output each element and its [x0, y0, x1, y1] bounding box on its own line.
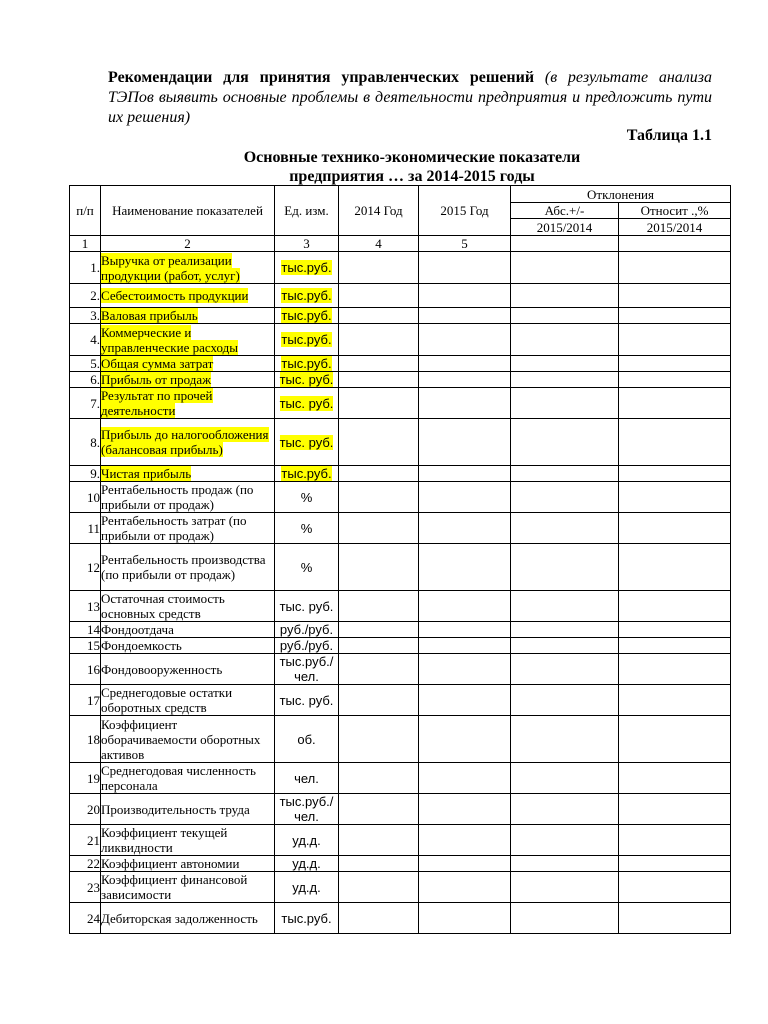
value-2015-cell[interactable] [419, 825, 511, 856]
indicator-name-text: Выручка от реализации продукции (работ, услуг) [101, 252, 240, 283]
indicator-name [101, 794, 275, 825]
value-2014-cell[interactable] [339, 324, 419, 356]
row-number: 6. [70, 372, 101, 388]
indicator-name [101, 284, 275, 308]
indicator-unit [275, 544, 339, 591]
table-row [70, 903, 731, 934]
indicator-name [101, 654, 275, 685]
value-2015-cell[interactable] [419, 466, 511, 482]
table-row [70, 252, 731, 284]
indicator-name [101, 591, 275, 622]
intro-italic-text: (в результате анализа ТЭПов выявить основные проблемы в деятельности предприятия и предложить пути их решения) [108, 69, 713, 126]
table-row [70, 622, 731, 638]
empty-cell [619, 236, 731, 252]
header-abs-period: 2015/2014 [511, 219, 619, 236]
indicator-unit-text: тыс.руб. [281, 308, 332, 323]
indicator-name-text: Коэффициент автономии [101, 856, 240, 871]
indicator-name [101, 419, 275, 466]
rel-deviation-cell[interactable] [619, 324, 731, 356]
indicator-name-text: Общая сумма затрат [101, 356, 214, 371]
header-2015: 2015 Год [419, 186, 511, 236]
indicator-name-text: Дебиторская задолженность [101, 910, 258, 926]
rel-deviation-cell[interactable] [619, 419, 731, 466]
abs-deviation-cell[interactable] [511, 324, 619, 356]
table-row [70, 324, 731, 356]
value-2014-cell[interactable] [339, 388, 419, 419]
table-row [70, 872, 731, 903]
indicator-name-text: Остаточная стоимость основных средств [101, 591, 225, 621]
row-number: 17 [70, 685, 101, 716]
row-number: 1. [70, 252, 101, 284]
indicator-unit [275, 856, 339, 872]
indicator-unit [275, 252, 339, 284]
indicators-table [69, 185, 731, 934]
indicator-unit [275, 356, 339, 372]
rel-deviation-cell[interactable] [619, 685, 731, 716]
indicator-unit [275, 794, 339, 825]
value-2015-cell[interactable] [419, 252, 511, 284]
rel-deviation-cell[interactable] [619, 856, 731, 872]
indicator-unit-text: тыс.руб. [281, 332, 332, 347]
rel-deviation-cell[interactable] [619, 638, 731, 654]
row-number: 12 [70, 544, 101, 591]
table-row [70, 638, 731, 654]
col-number: 3 [275, 236, 339, 252]
abs-deviation-cell[interactable] [511, 513, 619, 544]
row-number: 14 [70, 622, 101, 638]
row-number: 16 [70, 654, 101, 685]
rel-deviation-cell[interactable] [619, 513, 731, 544]
header-unit: Ед. изм. [275, 186, 339, 236]
indicator-unit [275, 622, 339, 638]
value-2014-cell[interactable] [339, 252, 419, 284]
row-number: 3. [70, 308, 101, 324]
abs-deviation-cell[interactable] [511, 388, 619, 419]
col-number: 1 [70, 236, 101, 252]
indicator-unit-text: тыс. руб. [279, 598, 334, 614]
value-2015-cell[interactable] [419, 324, 511, 356]
col-number: 4 [339, 236, 419, 252]
value-2014-cell[interactable] [339, 284, 419, 308]
table-row [70, 466, 731, 482]
indicator-name-text: Рентабельность продаж (по прибыли от продаж) [101, 482, 254, 512]
rel-deviation-cell[interactable] [619, 763, 731, 794]
value-2015-cell[interactable] [419, 716, 511, 763]
indicator-name [101, 716, 275, 763]
rel-deviation-cell[interactable] [619, 252, 731, 284]
abs-deviation-cell[interactable] [511, 622, 619, 638]
column-numbers-row [70, 236, 731, 252]
value-2014-cell[interactable] [339, 638, 419, 654]
rel-deviation-cell[interactable] [619, 654, 731, 685]
value-2014-cell[interactable] [339, 825, 419, 856]
indicator-name [101, 638, 275, 654]
indicator-name-text: Производительность труда [101, 801, 250, 817]
abs-deviation-cell[interactable] [511, 794, 619, 825]
indicator-unit-text: тыс.руб. [281, 466, 332, 481]
value-2014-cell[interactable] [339, 716, 419, 763]
value-2015-cell[interactable] [419, 872, 511, 903]
indicator-unit-text: % [300, 559, 313, 575]
value-2014-cell[interactable] [339, 856, 419, 872]
value-2015-cell[interactable] [419, 284, 511, 308]
row-number: 8. [70, 419, 101, 466]
abs-deviation-cell[interactable] [511, 654, 619, 685]
value-2015-cell[interactable] [419, 856, 511, 872]
col-number: 5 [419, 236, 511, 252]
rel-deviation-cell[interactable] [619, 482, 731, 513]
row-number: 24 [70, 903, 101, 934]
indicator-name-text: Себестоимость продукции [101, 288, 249, 303]
rel-deviation-cell[interactable] [619, 544, 731, 591]
value-2015-cell[interactable] [419, 356, 511, 372]
indicator-name-text: Фондовооруженность [101, 661, 223, 677]
value-2014-cell[interactable] [339, 466, 419, 482]
indicator-name [101, 622, 275, 638]
indicator-unit [275, 324, 339, 356]
indicator-name [101, 903, 275, 934]
abs-deviation-cell[interactable] [511, 872, 619, 903]
header-2014: 2014 Год [339, 186, 419, 236]
value-2015-cell[interactable] [419, 372, 511, 388]
table-row [70, 308, 731, 324]
row-number: 7. [70, 388, 101, 419]
value-2015-cell[interactable] [419, 794, 511, 825]
table-row [70, 763, 731, 794]
indicator-name-text: Коэффициент текущей ликвидности [101, 825, 228, 855]
table-row [70, 794, 731, 825]
indicator-unit-text: руб./руб. [279, 622, 334, 637]
indicator-unit-text: тыс.руб. [281, 910, 332, 926]
intro-bold-text: Рекомендации для принятия управленческих решений [108, 69, 535, 86]
table-row [70, 544, 731, 591]
value-2014-cell[interactable] [339, 513, 419, 544]
value-2014-cell[interactable] [339, 654, 419, 685]
indicator-unit [275, 903, 339, 934]
value-2015-cell[interactable] [419, 903, 511, 934]
indicator-name [101, 372, 275, 388]
indicator-name-text: Рентабельность затрат (по прибыли от продаж) [101, 513, 247, 543]
header-name: Наименование показателей [101, 186, 275, 236]
row-number: 13 [70, 591, 101, 622]
indicator-name [101, 466, 275, 482]
indicator-name-text: Коэффициент финансовой зависимости [101, 872, 248, 902]
table-row [70, 716, 731, 763]
value-2015-cell[interactable] [419, 482, 511, 513]
rel-deviation-cell[interactable] [619, 372, 731, 388]
indicator-name [101, 825, 275, 856]
indicator-unit [275, 685, 339, 716]
row-number: 18 [70, 716, 101, 763]
abs-deviation-cell[interactable] [511, 419, 619, 466]
indicator-unit [275, 466, 339, 482]
indicator-name [101, 872, 275, 903]
row-number: 23 [70, 872, 101, 903]
value-2014-cell[interactable] [339, 308, 419, 324]
row-number: 19 [70, 763, 101, 794]
table-row [70, 513, 731, 544]
indicator-name-text: Среднегодовые остатки оборотных средств [101, 685, 233, 715]
table-row [70, 482, 731, 513]
row-number: 11 [70, 513, 101, 544]
abs-deviation-cell[interactable] [511, 544, 619, 591]
table-row [70, 825, 731, 856]
intro-paragraph [108, 68, 712, 128]
indicator-unit-text: тыс. руб. [279, 395, 334, 411]
indicator-unit-text: уд.д. [292, 832, 321, 848]
abs-deviation-cell[interactable] [511, 308, 619, 324]
indicator-unit-text: тыс. руб. [279, 372, 334, 387]
indicator-unit-text: тыс. руб. [279, 434, 334, 450]
abs-deviation-cell[interactable] [511, 685, 619, 716]
indicator-unit [275, 388, 339, 419]
indicator-unit-text: чел. [294, 770, 319, 786]
rel-deviation-cell[interactable] [619, 622, 731, 638]
col-number: 2 [101, 236, 275, 252]
value-2014-cell[interactable] [339, 763, 419, 794]
value-2015-cell[interactable] [419, 513, 511, 544]
indicator-name [101, 482, 275, 513]
value-2015-cell[interactable] [419, 638, 511, 654]
value-2015-cell[interactable] [419, 419, 511, 466]
value-2014-cell[interactable] [339, 622, 419, 638]
indicator-name-text: Коэффициент оборачиваемости оборотных активов [101, 716, 261, 762]
value-2014-cell[interactable] [339, 903, 419, 934]
indicator-unit [275, 763, 339, 794]
abs-deviation-cell[interactable] [511, 372, 619, 388]
indicator-name-text: Результат по прочей деятельности [101, 388, 213, 418]
abs-deviation-cell[interactable] [511, 466, 619, 482]
indicator-unit-text: тыс.руб./ чел. [279, 654, 334, 684]
value-2015-cell[interactable] [419, 591, 511, 622]
abs-deviation-cell[interactable] [511, 903, 619, 934]
value-2014-cell[interactable] [339, 419, 419, 466]
rel-deviation-cell[interactable] [619, 825, 731, 856]
table-number: Таблица 1.1 [626, 127, 712, 144]
indicator-name [101, 308, 275, 324]
indicator-unit-text: тыс.руб. [281, 356, 332, 371]
table-row [70, 856, 731, 872]
row-number: 5. [70, 356, 101, 372]
indicator-name-text: Рентабельность производства (по прибыли от продаж) [101, 552, 266, 582]
indicator-unit [275, 638, 339, 654]
header-rel: Относит .,% [619, 203, 731, 219]
value-2015-cell[interactable] [419, 544, 511, 591]
value-2015-cell[interactable] [419, 763, 511, 794]
indicator-name [101, 856, 275, 872]
indicator-unit [275, 284, 339, 308]
indicator-name-text: Чистая прибыль [101, 466, 192, 481]
indicator-name [101, 763, 275, 794]
indicator-unit-text: уд.д. [292, 879, 321, 895]
value-2015-cell[interactable] [419, 388, 511, 419]
row-number: 21 [70, 825, 101, 856]
table-row [70, 372, 731, 388]
indicator-name-text: Коммерческие и управленческие расходы [101, 324, 238, 355]
rel-deviation-cell[interactable] [619, 903, 731, 934]
value-2015-cell[interactable] [419, 622, 511, 638]
indicator-name-text: Среднегодовая численность персонала [101, 763, 256, 793]
indicator-name [101, 544, 275, 591]
abs-deviation-cell[interactable] [511, 856, 619, 872]
indicator-name [101, 324, 275, 356]
header-abs: Абс.+/- [511, 203, 619, 219]
indicator-unit [275, 872, 339, 903]
empty-cell [511, 236, 619, 252]
value-2014-cell[interactable] [339, 356, 419, 372]
indicator-name-text: Валовая прибыль [101, 308, 198, 323]
rel-deviation-cell[interactable] [619, 794, 731, 825]
indicator-unit-text: тыс. руб. [279, 692, 334, 708]
header-num: п/п [70, 186, 101, 236]
row-number: 22 [70, 856, 101, 872]
indicator-unit [275, 591, 339, 622]
value-2014-cell[interactable] [339, 685, 419, 716]
rel-deviation-cell[interactable] [619, 284, 731, 308]
indicator-unit-text: тыс.руб. [281, 260, 332, 275]
abs-deviation-cell[interactable] [511, 284, 619, 308]
indicator-unit [275, 482, 339, 513]
table-row [70, 685, 731, 716]
value-2015-cell[interactable] [419, 308, 511, 324]
indicator-unit-text: уд.д. [292, 856, 321, 871]
table-row [70, 284, 731, 308]
table-row [70, 419, 731, 466]
indicator-name [101, 356, 275, 372]
header-rel-period: 2015/2014 [619, 219, 731, 236]
value-2014-cell[interactable] [339, 872, 419, 903]
value-2014-cell[interactable] [339, 482, 419, 513]
value-2015-cell[interactable] [419, 685, 511, 716]
table-row [70, 356, 731, 372]
indicator-unit [275, 308, 339, 324]
indicator-unit-text: % [300, 489, 313, 505]
row-number: 15 [70, 638, 101, 654]
value-2014-cell[interactable] [339, 372, 419, 388]
abs-deviation-cell[interactable] [511, 591, 619, 622]
abs-deviation-cell[interactable] [511, 638, 619, 654]
rel-deviation-cell[interactable] [619, 591, 731, 622]
caption-line-2: предприятия … за 2014-2015 годы [289, 168, 535, 185]
row-number: 2. [70, 284, 101, 308]
row-number: 4. [70, 324, 101, 356]
indicator-name [101, 252, 275, 284]
indicator-unit-text: тыс.руб. [281, 288, 332, 303]
indicator-unit-text: руб./руб. [279, 638, 334, 653]
header-deviations: Отклонения [511, 186, 731, 203]
indicator-unit-text: об. [297, 731, 316, 747]
abs-deviation-cell[interactable] [511, 825, 619, 856]
row-number: 20 [70, 794, 101, 825]
indicator-unit [275, 716, 339, 763]
rel-deviation-cell[interactable] [619, 308, 731, 324]
value-2015-cell[interactable] [419, 654, 511, 685]
indicator-name [101, 388, 275, 419]
indicator-unit-text: % [300, 520, 313, 536]
table-row [70, 591, 731, 622]
indicator-name-text: Прибыль от продаж [101, 372, 212, 387]
abs-deviation-cell[interactable] [511, 356, 619, 372]
rel-deviation-cell[interactable] [619, 388, 731, 419]
value-2014-cell[interactable] [339, 591, 419, 622]
indicator-name [101, 513, 275, 544]
value-2014-cell[interactable] [339, 544, 419, 591]
table-row [70, 654, 731, 685]
rel-deviation-cell[interactable] [619, 466, 731, 482]
indicator-unit [275, 654, 339, 685]
indicator-unit [275, 825, 339, 856]
caption-line-1: Основные технико-экономические показатели [243, 149, 581, 166]
row-number: 10 [70, 482, 101, 513]
row-number: 9. [70, 466, 101, 482]
indicator-unit [275, 372, 339, 388]
indicator-unit [275, 513, 339, 544]
indicator-unit-text: тыс.руб./ чел. [279, 794, 334, 824]
table-row [70, 388, 731, 419]
table-caption [70, 148, 754, 186]
indicator-name-text: Прибыль до налогообложения (балансовая прибыль) [101, 427, 269, 457]
abs-deviation-cell[interactable] [511, 716, 619, 763]
abs-deviation-cell[interactable] [511, 763, 619, 794]
rel-deviation-cell[interactable] [619, 872, 731, 903]
indicator-unit [275, 419, 339, 466]
indicator-name-text: Фондоемкость [101, 638, 182, 653]
value-2014-cell[interactable] [339, 794, 419, 825]
abs-deviation-cell[interactable] [511, 252, 619, 284]
rel-deviation-cell[interactable] [619, 356, 731, 372]
indicator-name [101, 685, 275, 716]
rel-deviation-cell[interactable] [619, 716, 731, 763]
indicator-name-text: Фондоотдача [101, 622, 174, 637]
abs-deviation-cell[interactable] [511, 482, 619, 513]
